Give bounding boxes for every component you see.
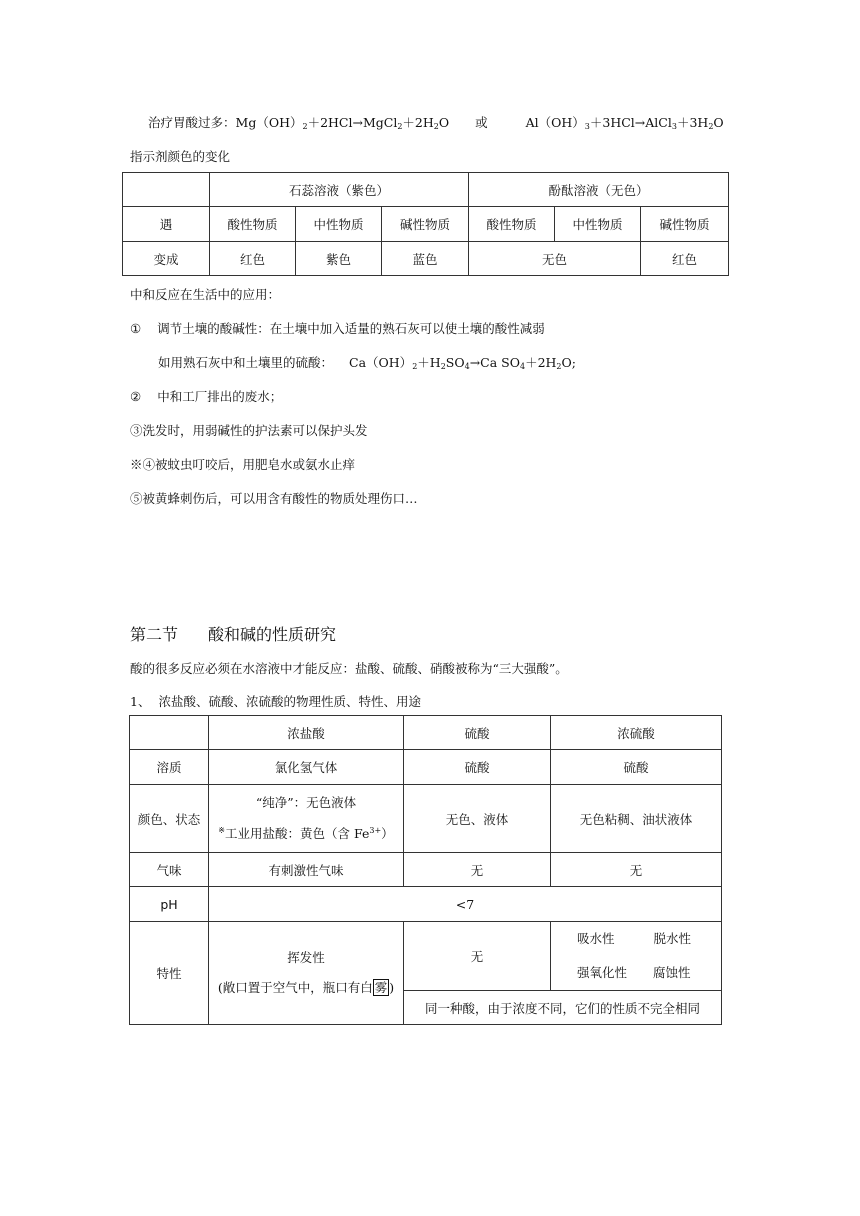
- equation-mg: $Mg(OH)_2+2HCl\to MgCl_2+2H_2O$: [235, 115, 450, 131]
- header-h2so4: 硫酸: [404, 716, 551, 750]
- table-cell: 紫色: [296, 242, 382, 276]
- table-corner: [130, 716, 209, 750]
- table-cell: 中性物质: [555, 207, 641, 242]
- table-cell: 红色: [210, 242, 296, 276]
- table-note: 同一种酸，由于浓度不同，它们的性质不完全相同: [404, 991, 722, 1025]
- indicator-corner: [123, 173, 210, 207]
- section-number: 第二节: [130, 625, 179, 644]
- boxed-char: 雾: [374, 980, 388, 995]
- indicator-table: [122, 172, 729, 276]
- table-cell: <7: [209, 887, 722, 922]
- table-cell: 无: [404, 922, 551, 991]
- equation-caoh: $Ca(OH)_2+H_2SO_4\to Ca$ $SO_4+2H_2O$;: [349, 355, 576, 371]
- table-cell: 蓝色: [382, 242, 469, 276]
- indicator-title: 指示剂颜色的变化: [130, 149, 231, 164]
- section-title: 酸和碱的性质研究: [208, 625, 337, 644]
- list-heading: 1、 浓盐酸、硫酸、浓硫酸的物理性质、特性、用途: [130, 694, 421, 709]
- header-conc-hcl: 浓盐酸: [209, 716, 404, 750]
- table-cell: 碱性物质: [382, 207, 469, 242]
- table-cell: 碱性物质: [641, 207, 729, 242]
- list-item: ③洗发时，用弱碱性的护法素可以保护头发: [130, 423, 368, 438]
- table-cell: 硫酸: [404, 750, 551, 785]
- table-cell: 酸性物质: [210, 207, 296, 242]
- litmus-header: 石蕊溶液（紫色）: [210, 173, 469, 207]
- list-item: ※④被蚊虫叮咬后，用肥皂水或氨水止痒: [130, 457, 356, 472]
- equation-al: $Al(OH)_3+3HCl\to AlCl_3+3H_2O$: [525, 115, 724, 131]
- table-cell: 无色、液体: [404, 785, 551, 853]
- table-cell: 红色: [641, 242, 729, 276]
- table-cell: 酸性物质: [469, 207, 555, 242]
- table-cell: “纯净”：无色液体 ※工业用盐酸：黄色（含 $Fe^{3+}$）: [209, 785, 404, 853]
- row-label: 颜色、状态: [130, 785, 209, 853]
- stomach-acid-equations: [148, 113, 724, 131]
- acid-properties-table: [129, 715, 722, 1025]
- section-heading: [130, 622, 336, 645]
- table-cell: 有刺激性气味: [209, 853, 404, 887]
- table-cell: 无: [551, 853, 722, 887]
- table-cell: 硫酸: [551, 750, 722, 785]
- phenolphthalein-header: 酚酞溶液（无色）: [469, 173, 729, 207]
- intro-text: 酸的很多反应必须在水溶液中才能反应：盐酸、硫酸、硝酸被称为“三大强酸”。: [130, 661, 568, 676]
- list-item: ② 中和工厂排出的废水；: [130, 389, 283, 404]
- list-item-sub: 如用熟石灰中和土壤里的硫酸： $Ca(OH)_2+H_2SO_4\to Ca$ $SO_4+2H_2O$;: [158, 355, 576, 371]
- row-label: 溶质: [130, 750, 209, 785]
- row-label: 特性: [130, 922, 209, 1025]
- list-item: ⑤被黄蜂刺伤后，可以用含有酸性的物质处理伤口…: [130, 491, 418, 506]
- row-label: 气味: [130, 853, 209, 887]
- equation-prefix: 治疗胃酸过多：: [148, 115, 236, 130]
- change-label: 变成: [123, 242, 210, 276]
- table-cell: 吸水性 脱水性 强氧化性 腐蚀性: [551, 922, 722, 991]
- table-cell: 挥发性 (敞口置于空气中，瓶口有白 雾 ): [209, 922, 404, 1025]
- encounter-label: 遇: [123, 207, 210, 242]
- table-cell: 无: [404, 853, 551, 887]
- header-conc-h2so4: 浓硫酸: [551, 716, 722, 750]
- or-text: 或: [475, 115, 488, 130]
- table-cell: 中性物质: [296, 207, 382, 242]
- list-item: ① 调节土壤的酸碱性：在土壤中加入适量的熟石灰可以使土壤的酸性减弱: [130, 321, 545, 336]
- table-cell: 氯化氢气体: [209, 750, 404, 785]
- table-cell: 无色粘稠、油状液体: [551, 785, 722, 853]
- row-label: pH: [130, 887, 209, 922]
- neutralization-title: 中和反应在生活中的应用：: [130, 287, 281, 302]
- table-cell: 无色: [469, 242, 641, 276]
